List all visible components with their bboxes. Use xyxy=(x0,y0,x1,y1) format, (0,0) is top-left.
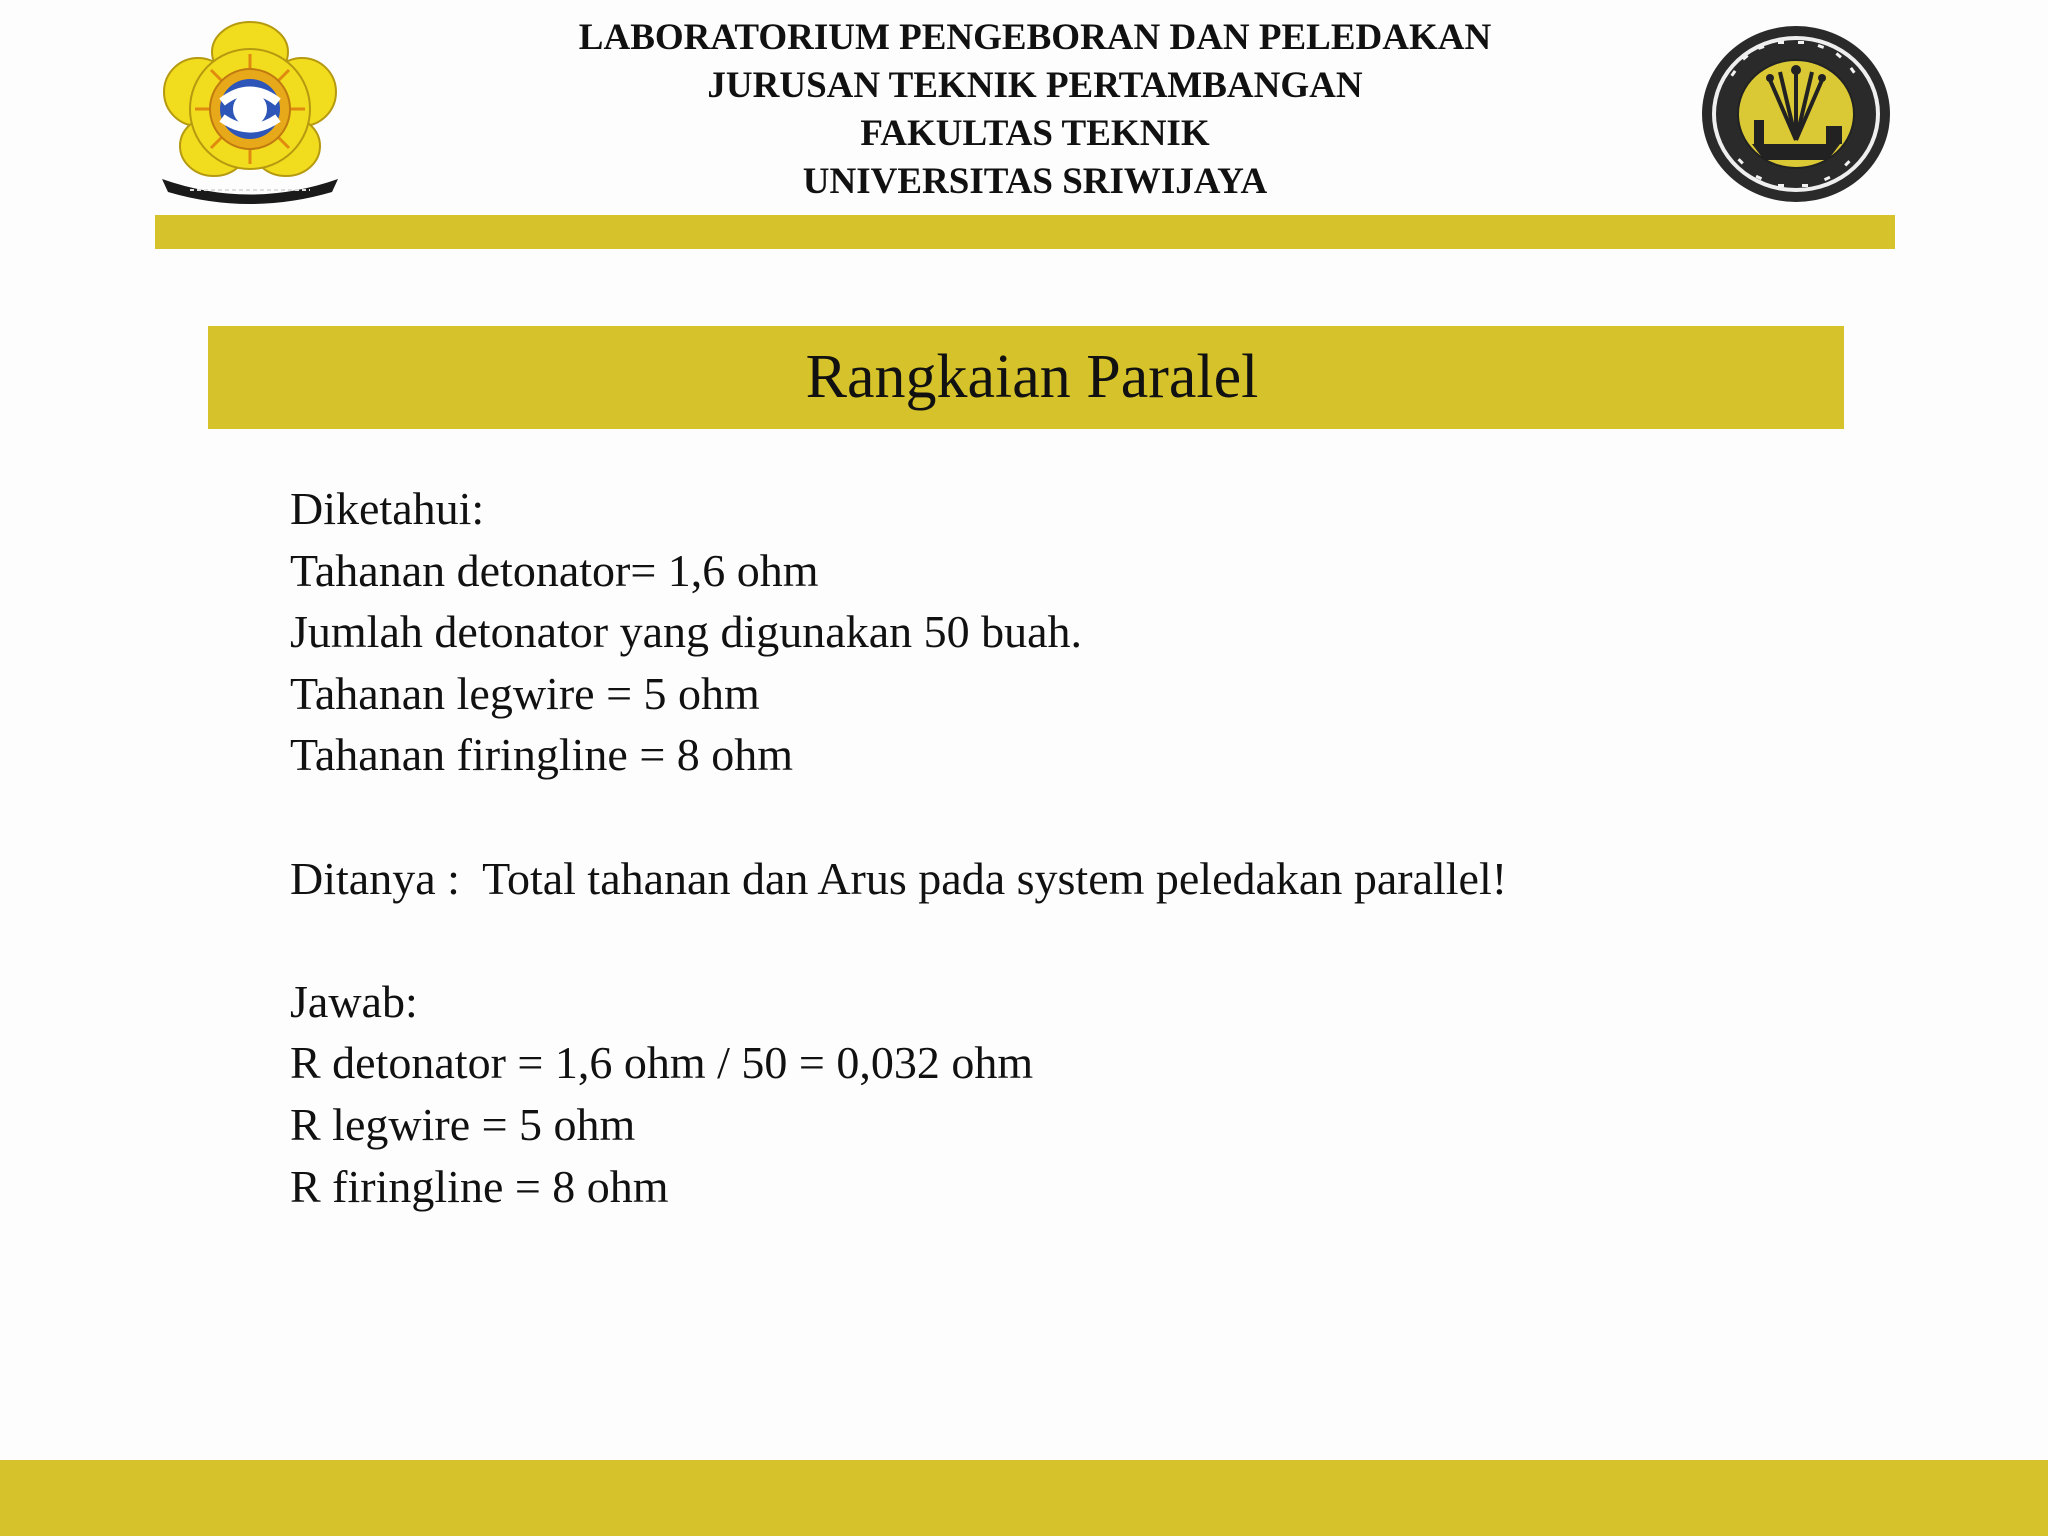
body-line: Jumlah detonator yang digunakan 50 buah. xyxy=(290,606,1083,658)
body-line: Tahanan firingline = 8 ohm xyxy=(290,729,794,781)
header-line-department: JURUSAN TEKNIK PERTAMBANGAN xyxy=(707,65,1363,106)
header-line-faculty: FAKULTAS TEKNIK xyxy=(860,113,1210,154)
title-banner xyxy=(208,326,1844,429)
drilling-blasting-lab-seal-icon xyxy=(1698,22,1894,206)
body-line: Diketahui: xyxy=(290,483,485,534)
body-line: R firingline = 8 ohm xyxy=(290,1160,669,1212)
body-line: R legwire = 5 ohm xyxy=(290,1098,636,1150)
university-sriwijaya-seal-icon xyxy=(150,14,350,204)
body-line: R detonator = 1,6 ohm / 50 = 0,032 ohm xyxy=(290,1037,1034,1089)
header-line-university: UNIVERSITAS SRIWIJAYA xyxy=(802,161,1268,202)
body-line-spacer xyxy=(290,909,1507,971)
body-line: Tahanan legwire = 5 ohm xyxy=(290,667,760,719)
header-line-lab: LABORATORIUM PENGEBORAN DAN PELEDAKAN xyxy=(578,17,1492,58)
body-line: Tahanan detonator= 1,6 ohm xyxy=(290,544,819,596)
slide-title: Rangkaian Paralel xyxy=(805,343,1259,411)
body-line: Ditanya : Total tahanan dan Arus pada system peledakan parallel! xyxy=(290,852,1508,904)
header-block xyxy=(500,14,1570,206)
body-line-spacer xyxy=(290,786,1507,848)
footer-bar xyxy=(0,1460,2048,1536)
header-divider-bar xyxy=(155,215,1895,249)
body-line: Jawab: xyxy=(290,975,418,1027)
slide-body xyxy=(290,478,1507,1217)
